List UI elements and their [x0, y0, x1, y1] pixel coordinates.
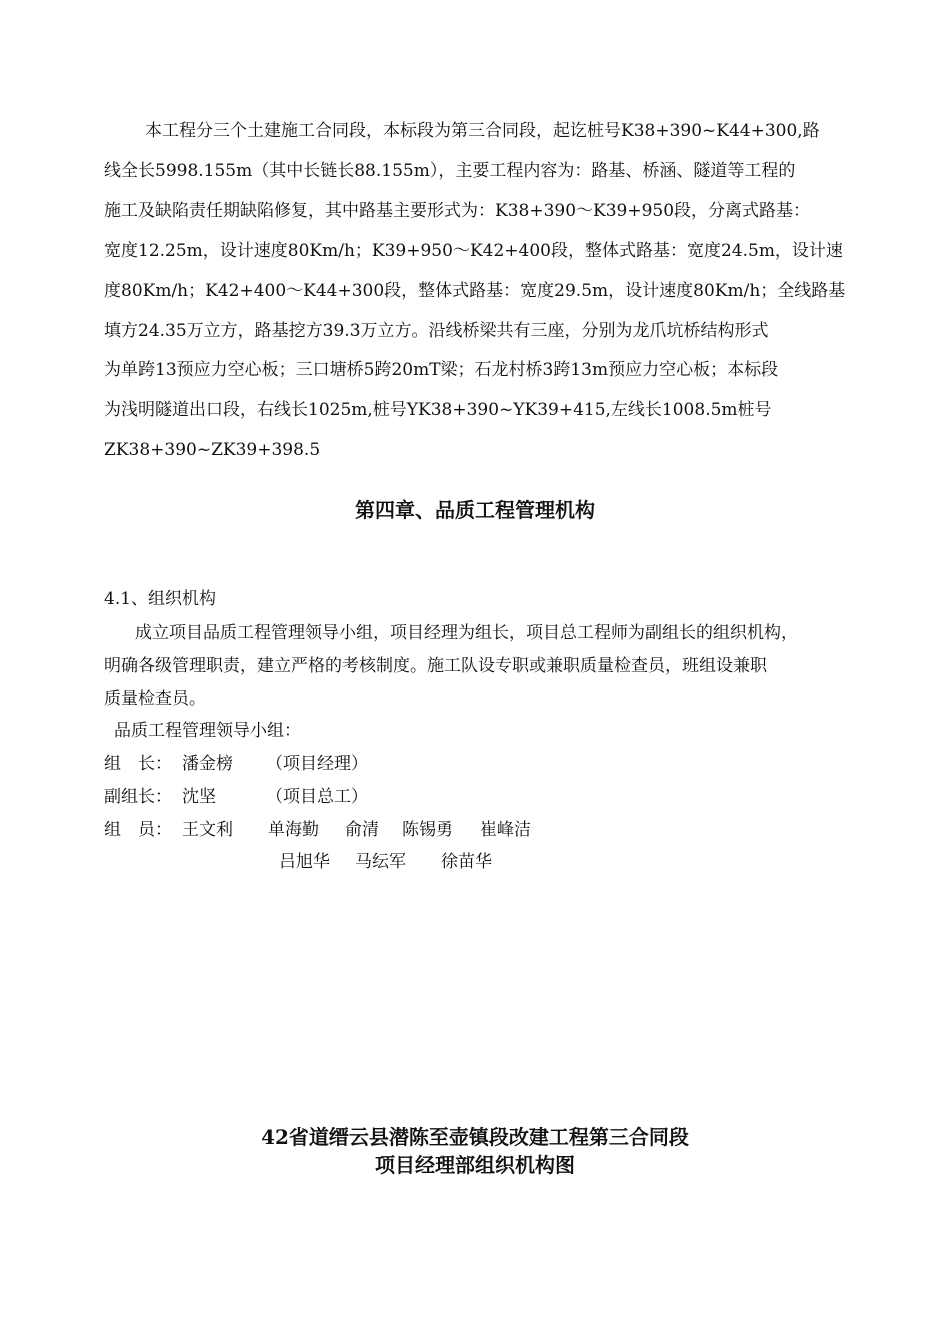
team-title: 品质工程管理领导小组： — [114, 721, 301, 741]
leader-label: 组 长： — [104, 754, 172, 774]
intro-line-8: 为浅明隧道出口段，右线长1025m,桩号YK38+390~YK39+415,左线长1008.5m桩号 — [104, 400, 772, 420]
deputy-name: 沈坚 — [182, 787, 216, 807]
intro-line-6: 填方24.35万立方，路基挖方39.3万立方。沿线桥梁共有三座，分别为龙爪坑桥结构形式 — [104, 321, 769, 341]
intro-line-7: 为单跨13预应力空心板；三口塘桥5跨20mT梁；石龙村桥3跨13m预应力空心板；本标段 — [104, 360, 779, 380]
deputy-label: 副组长： — [104, 787, 172, 807]
intro-line-1: 本工程分三个土建施工合同段，本标段为第三合同段，起讫桩号K38+390~K44+300,路 — [145, 121, 820, 141]
intro-line-4: 宽度12.25m，设计速度80Km/h；K39+950～K42+400段，整体式路基：宽度24.5m，设计速 — [104, 241, 843, 261]
org-chart-title-line-2: 项目经理部组织机构图 — [375, 1153, 575, 1177]
section-body-line-1: 成立项目品质工程管理领导小组，项目经理为组长，项目总工程师为副组长的组织机构， — [135, 623, 798, 643]
member-name: 单海勤 — [268, 820, 319, 840]
members-label: 组 员： — [104, 820, 172, 840]
section-body-line-3: 质量检查员。 — [104, 689, 206, 709]
member-name: 王文利 — [182, 820, 233, 840]
chapter-title: 第四章、品质工程管理机构 — [355, 498, 595, 522]
org-chart-title-line-1: 42省道缙云县潜陈至壶镇段改建工程第三合同段 — [261, 1125, 689, 1149]
member-name: 崔峰洁 — [480, 820, 531, 840]
intro-line-9: ZK38+390~ZK39+398.5 — [104, 440, 321, 460]
member-name: 俞清 — [345, 820, 379, 840]
member-name: 吕旭华 — [279, 852, 330, 872]
leader-name: 潘金榜 — [182, 754, 233, 774]
leader-role: （项目经理） — [266, 754, 368, 774]
member-name: 马纭军 — [355, 852, 406, 872]
member-name: 陈锡勇 — [402, 820, 453, 840]
intro-line-5: 度80Km/h；K42+400～K44+300段，整体式路基：宽度29.5m，设计速度80Km/h；全线路基 — [104, 281, 846, 301]
section-heading: 4.1、组织机构 — [104, 589, 217, 609]
deputy-role: （项目总工） — [266, 787, 368, 807]
intro-line-3: 施工及缺陷责任期缺陷修复，其中路基主要形式为：K38+390～K39+950段，分离式路基： — [104, 201, 811, 221]
intro-line-2: 线全长5998.155m（其中长链长88.155m），主要工程内容为：路基、桥涵、隧道等工程的 — [104, 161, 796, 181]
section-body-line-2: 明确各级管理职责，建立严格的考核制度。施工队设专职或兼职质量检查员，班组设兼职 — [104, 656, 767, 676]
member-name: 徐苗华 — [441, 852, 492, 872]
